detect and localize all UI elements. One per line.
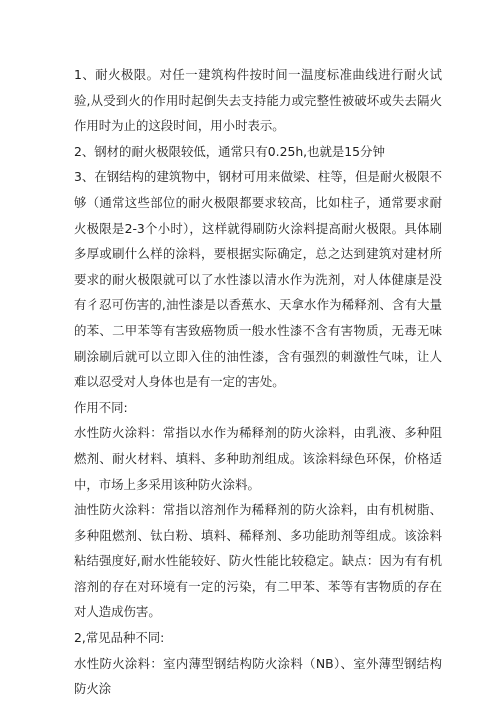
paragraph-common-varieties-heading: 2,常见品种不同:	[74, 630, 165, 646]
paragraph-fire-resistance-limit: 1、耐火极限。对任一建筑构件按时间一温度标准曲线进行耐火试验,从受到火的作用时起倒失去支持能力或完整性被破坏或失去隔火作用时为止的这段时间，用小时表示。	[74, 67, 442, 134]
paragraph-function-difference-heading: 作用不同:	[74, 399, 128, 415]
paragraph-oil-based-coating: 油性防火涂料：常指以溶剂作为稀释剂的防火涂料，由有机树脂、多种阻燃剂、钛白粉、填料、稀释剂、多功能助剂等组成。该涂料粘结强度好,耐水性能较好、防火性能比较稳定。缺点：因为有有机溶剂的存在对环境有一定的污染，有二甲苯、苯等有害物质的存在对人造成伤害。	[74, 502, 442, 620]
paragraph-water-based-varieties: 水性防火涂料：室内薄型钢结构防火涂料（NB）、室外薄型钢结构防火涂	[74, 655, 442, 697]
paragraph-steel-fire-limit: 2、钢材的耐火极限较低，通常只有0.25h,也就是15分钟	[74, 143, 385, 159]
document-body	[74, 62, 442, 702]
paragraph-water-based-coating: 水性防火涂料：常指以水作为稀释剂的防火涂料，由乳液、多种阻燃剂、耐火材料、填料、多种助剂组成。该涂料绿色环保，价格适中，市场上多采用该种防火涂料。	[74, 425, 442, 492]
paragraph-steel-structure-coating: 3、在钢结构的建筑物中，钢材可用来做梁、柱等，但是耐火极限不够（通常这些部位的耐火极限都要求较高，比如柱子，通常要求耐火极限是2-3个小时），这样就得刷防火涂料提高耐火极限。具体刷多厚或刷什么样的涂料，要根据实际确定，总之达到建筑对建材所要求的耐火极限就可以了水性漆以清水作为洗剂，对人体健康是没有彳忍可伤害的,油性漆是以香蕉水、天拿水作为稀释剂、含有大量的苯、二甲苯等有害致癌物质一般水性漆不含有害物质，无毒无味刷涂刷后就可以立即入住的油性漆，含有强烈的刺激性气味，让人难以忍受对人身体也是有一定的害处。	[74, 169, 442, 390]
